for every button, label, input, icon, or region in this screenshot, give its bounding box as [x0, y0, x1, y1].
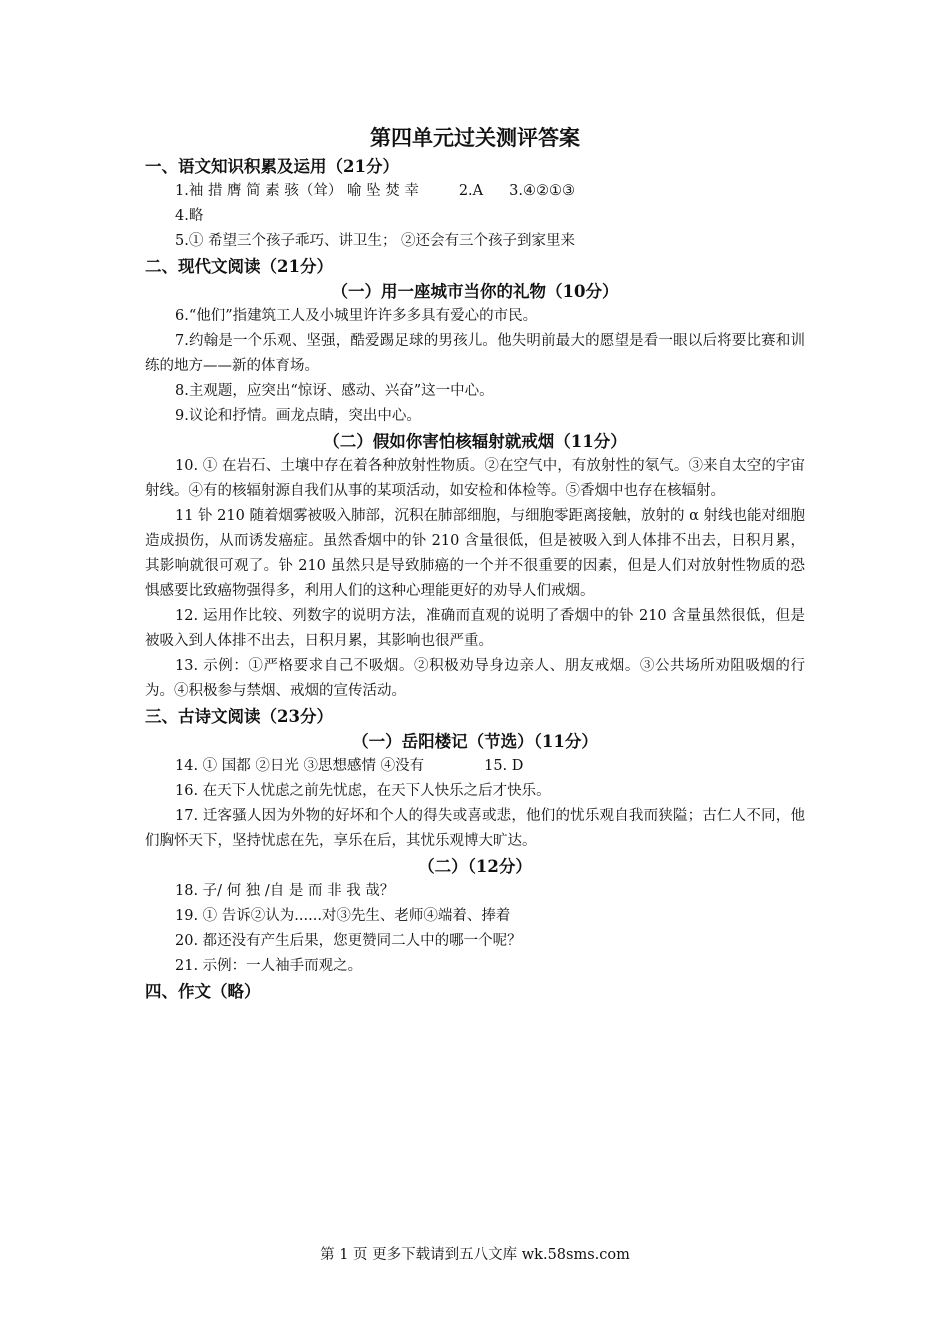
answer-q14: 14. ① 国都 ②日光 ③思想感情 ④没有 — [175, 758, 425, 774]
subsection-heading-2-1: （一）用一座城市当你的礼物（10分） — [331, 282, 619, 301]
answer-q2: 2.A — [458, 183, 484, 199]
subsection-heading-2-2: （二）假如你害怕核辐射就戒烟（11分） — [323, 432, 627, 451]
answer-q3: 3.④②①③ — [509, 183, 575, 199]
subsection-heading-3-1: （一）岳阳楼记（节选）（11分） — [352, 732, 598, 751]
answer-q15: 15. D — [484, 758, 524, 774]
answer-q6: 6.“他们”指建筑工人及小城里许许多多具有爱心的市民。 — [175, 308, 538, 324]
answer-q12: 12. 运用作比较、列数字的说明方法，准确而直观的说明了香烟中的钋 210 含量虽然很低，但是被吸入到人体排不出去，日积月累，其影响也很严重。 — [145, 608, 805, 649]
answer-q11: 11 钋 210 随着烟雾被吸入肺部，沉积在肺部细胞，与细胞零距离接触，放射的 α 射线也能对细胞造成损伤，从而诱发癌症。虽然香烟中的钋 210 含量很低，但是被吸入到人体排不出去，日积月累，其影响就很可观了。钋 210 虽然只是导致肺癌的一个并不很重要的因素，但是人们对放射性物质的恐惧感要比致癌物强得多，利用人们的这种心理能更好的劝导人们戒烟。 — [145, 508, 805, 599]
answer-q19: 19. ① 告诉②认为......对③先生、老师④端着、捧着 — [175, 908, 511, 924]
answer-q21: 21. 示例：一人袖手而观之。 — [175, 958, 363, 974]
section-heading-4: 四、作文（略） — [145, 982, 261, 1001]
answer-document — [145, 122, 805, 1004]
answer-q20: 20. 都还没有产生后果，您更赞同二人中的哪一个呢？ — [175, 933, 522, 949]
answer-q8: 8.主观题，应突出“惊讶、感动、兴奋”这一中心。 — [175, 383, 494, 399]
page-title: 第四单元过关测评答案 — [370, 125, 580, 150]
answer-q17: 17. 迁客骚人因为外物的好坏和个人的得失或喜或悲，他们的忧乐观自我而狭隘；古仁人不同，他们胸怀天下，坚持忧虑在先，享乐在后，其忧乐观博大旷达。 — [145, 808, 805, 849]
subsection-heading-3-2: （二）（12分） — [418, 857, 532, 876]
section-heading-2: 二、现代文阅读（21分） — [145, 257, 333, 276]
answer-line — [145, 754, 805, 779]
answer-q16: 16. 在天下人忧虑之前先忧虑，在天下人快乐之后才快乐。 — [175, 783, 551, 799]
answer-q1: 1.袖 措 膺 简 素 骇（耸） 喻 坠 焚 幸 — [175, 183, 419, 199]
section-heading-3: 三、古诗文阅读（23分） — [145, 707, 333, 726]
answer-q18: 18. 子/ 何 独 /自 是 而 非 我 哉？ — [175, 883, 395, 899]
page-footer: 第 1 页 更多下载请到五八文库 wk.58sms.com — [320, 1247, 630, 1263]
answer-q13: 13. 示例：①严格要求自己不吸烟。②积极劝导身边亲人、朋友戒烟。③公共场所劝阻吸烟的行为。④积极参与禁烟、戒烟的宣传活动。 — [145, 658, 805, 699]
answer-q9: 9.议论和抒情。画龙点睛，突出中心。 — [175, 408, 421, 424]
answer-q5: 5.① 希望三个孩子乖巧、讲卫生； ②还会有三个孩子到家里来 — [175, 233, 576, 249]
answer-q4: 4.略 — [175, 208, 204, 224]
answer-q10: 10. ① 在岩石、土壤中存在着各种放射性物质。②在空气中，有放射性的氡气。③来自太空的宇宙射线。④有的核辐射源自我们从事的某项活动，如安检和体检等。⑤香烟中也存在核辐射。 — [145, 458, 805, 499]
section-heading-1: 一、语文知识积累及运用（21分） — [145, 157, 399, 176]
answer-q7: 7.约翰是一个乐观、坚强，酷爱踢足球的男孩儿。他失明前最大的愿望是看一眼以后将要比赛和训练的地方——新的体育场。 — [145, 333, 805, 374]
answer-line — [145, 179, 805, 204]
